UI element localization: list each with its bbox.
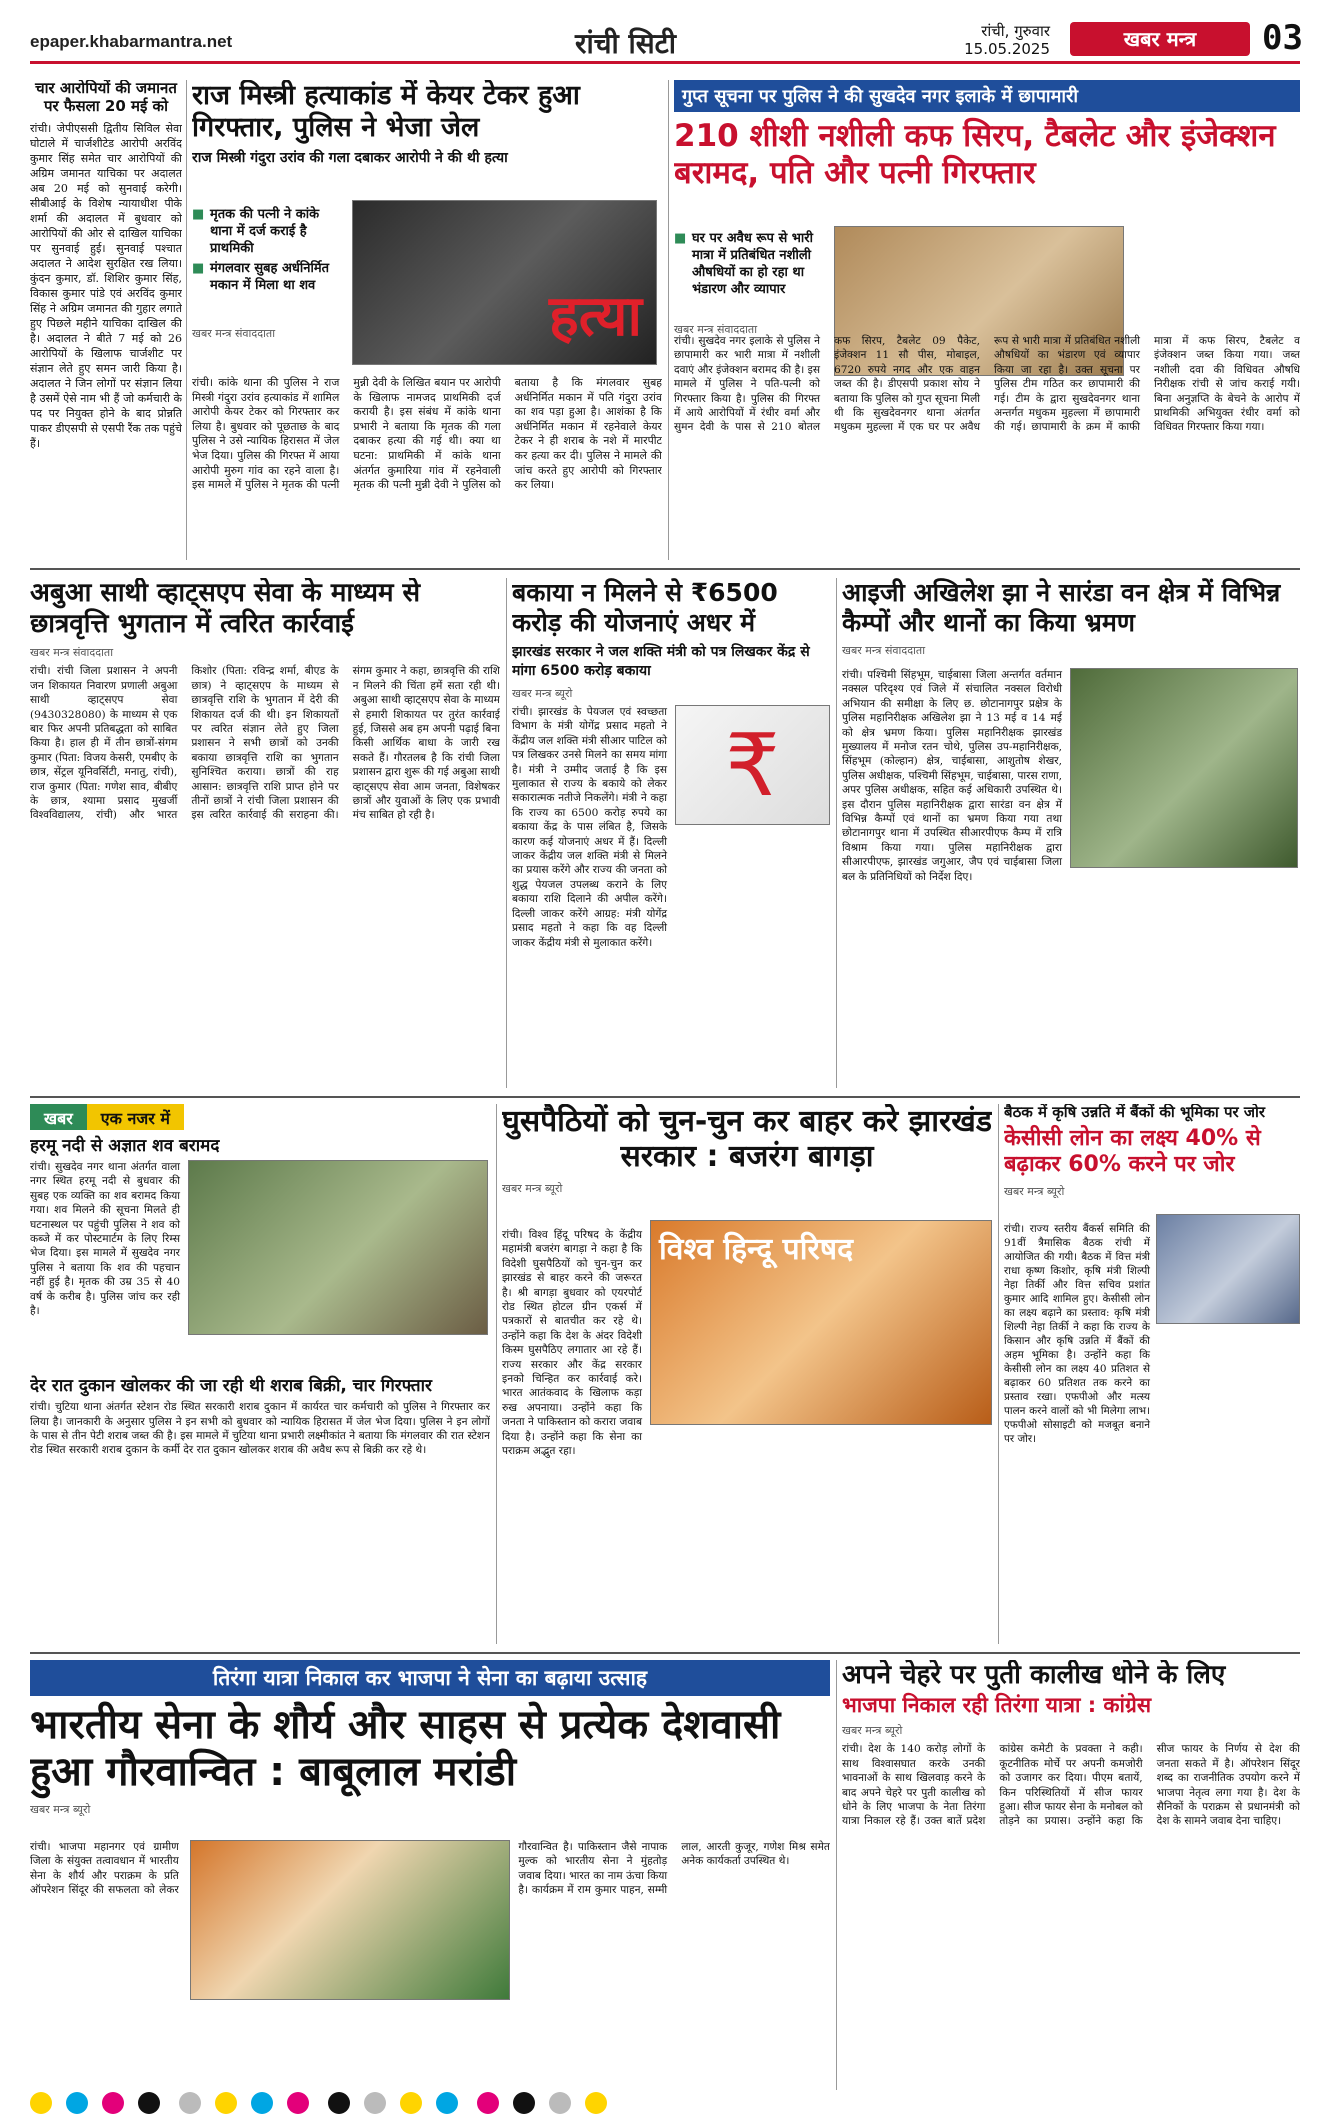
vhp-banner-text: विश्व हिन्दू परिषद bbox=[659, 1232, 854, 1267]
headline: आइजी अखिलेश झा ने सारंडा वन क्षेत्र में विभिन्न कैम्पों और थानों का किया भ्रमण bbox=[842, 578, 1281, 637]
byline: खबर मन्त्र ब्यूरो bbox=[30, 1803, 91, 1817]
briefs-label: खबर bbox=[30, 1104, 87, 1130]
murder-photo bbox=[352, 200, 657, 365]
byline: खबर मन्त्र संवाददाता bbox=[30, 646, 114, 660]
page-number: 03 bbox=[1262, 18, 1303, 58]
highlight-item: ■ मृतक की पत्नी ने कांके थाना में दर्ज कराई है प्राथमिकी bbox=[192, 206, 342, 257]
byline: खबर मन्त्र ब्यूरो bbox=[842, 1724, 903, 1738]
byline: खबर मन्त्र संवाददाता bbox=[192, 327, 276, 340]
headline: भारतीय सेना के शौर्य और साहस से प्रत्येक देशवासी हुआ गौरवान्वित : बाबूलाल मरांडी bbox=[30, 1702, 781, 1796]
rally-photo bbox=[190, 1840, 510, 2000]
epaper-url-link[interactable]: epaper.khabarmantra.net bbox=[30, 32, 233, 51]
masthead bbox=[30, 18, 1303, 64]
briefs-label-secondary: एक नजर में bbox=[87, 1104, 184, 1130]
article-body: रांची। राज्य स्तरीय बैंकर्स समिति की 91वीं त्रैमासिक बैठक रांची में आयोजित की गयी। बैठक में वित्त मंत्री राधा कृष्ण किशोर, कृषि मंत्री शिल्पी नेहा तिर्की और वित्त सचिव प्रशांत कुमार आदि शामिल हुए। केसीसी लोन का लक्ष्य बढ़ाने का प्रस्ताव: कृषि मंत्री शिल्पी नेहा तिर्की ने कहा कि राज्य के किसान और कृषि उन्नति में बैंकों की अहम भूमिका है। उन्होंने कहा कि केसीसी लोन का लक्ष्य 40 प्रतिशत से बढ़ाकर 60 प्रतिशत तक करने का प्रस्ताव रखा। एफपीओ और मत्स्य पालन करने वालों को भी मिलेगा लाभ। एफपीओ सोसाइटी को मजबूत बनाने पर जोर। bbox=[1004, 1223, 1150, 1445]
rupee-icon: ₹ bbox=[725, 716, 780, 816]
river-photo bbox=[188, 1160, 488, 1335]
press-conference-photo bbox=[650, 1220, 992, 1425]
article-body: रांची। भाजपा महानगर एवं ग्रामीण जिला के संयुक्त तत्वावधान में भारतीय सेना के शौर्य और पराक्रम के प्रति ऑपरेशन सिंदूर की सफलता को लेकर गौरवान्वित है। पाकिस्तान जैसे नापाक मुल्क को भारतीय सेना ने मुंहतोड़ जवाब दिया। भारत का नाम ऊंचा किया है। कार्यक्रम में राम कुमार पाहन, सम्मी लाल, आरती कुजूर, गणेश मिश्र समेत अनेक कार्यकर्ता उपस्थित थे। bbox=[30, 1841, 830, 1897]
edition-date bbox=[930, 22, 1050, 58]
highlights-box bbox=[674, 230, 824, 301]
ig-visit-photo bbox=[1070, 668, 1298, 868]
rupee-graphic bbox=[675, 705, 830, 825]
byline: खबर मन्त्र ब्यूरो bbox=[512, 687, 573, 700]
highlight-item: ■ घर पर अवैध रूप से भारी मात्रा में प्रतिबंधित नशीली औषधियों का हो रहा था भंडारण और व्यापार bbox=[674, 230, 824, 298]
article-ig-saranda-visit bbox=[842, 578, 1300, 1088]
edition-place-day: रांची, गुरुवार bbox=[981, 22, 1050, 40]
article-body: रांची। कांके थाना की पुलिस ने राज मिस्त्री गंदुरा उरांव हत्याकांड में शामिल आरोपी केयर टेकर को गिरफ्तार कर लिया है। बुधवार को पूछताछ के बाद पुलिस ने उसे न्यायिक हिरासत में जेल भेज दिया। पुलिस की गिरफ्त में आया आरोपी मुरुग गांव का रहने वाला है। इस मामले में पुलिस ने मृतक की पत्नी मुन्नी देवी के लिखित बयान पर आरोपी के खिलाफ नामजद प्राथमिकी दर्ज करायी है। इस संबंध में कांके थाना प्रभारी ने बताया कि मृतक की गला दबाकर हत्या की गई थी। क्या था घटना: प्राथमिकी में कांके थाना अंतर्गत कुमारिया गांव में रहनेवाली मृतक की पत्नी मुन्नी देवी ने पुलिस को बताया है कि मंगलवार सुबह अर्धनिर्मित मकान में पति गंदुरा उरांव का शव पड़ा हुआ है। आशंका है कि अर्धनिर्मित मकान में रहनेवाले केयर टेकर ने ही शराब के नशे में मारपीट कर हत्या कर दी। पुलिस ने मामले की जांच करते हुए आरोपी को गिरफ्तार कर लिया। bbox=[192, 376, 662, 492]
headline: बकाया न मिलने से ₹6500 करोड़ की योजनाएं अधर में bbox=[512, 578, 778, 637]
highlights-box bbox=[192, 206, 342, 297]
headline: राज मिस्त्री हत्याकांड में केयर टेकर हुआ गिरफ्तार, पुलिस ने भेजा जेल bbox=[192, 80, 580, 143]
subheadline: राज मिस्त्री गंदुरा उरांव की गला दबाकर आरोपी ने की थी हत्या bbox=[192, 149, 508, 166]
byline: खबर मन्त्र ब्यूरो bbox=[502, 1181, 563, 1195]
article-body: रांची। रांची जिला प्रशासन ने अपनी जन शिकायत निवारण प्रणाली अबुआ साथी व्हाट्सएप सेवा (9430328080) के माध्यम से एक बार फिर अपनी प्रतिबद्धता को साबित किया है। हाल ही में तीन छात्रों-संगम कुमार (पिता: विजय केसरी, एमबीए के छात्र, सेंट्रल यूनिवर्सिटी, मनातु, रांची), राज कुमार (पिता: गणेश साव, बीबीए के छात्र, श्यामा प्रसाद मुखर्जी विश्वविद्यालय, रांची) और भारत किशोर (पिता: रविन्द्र शर्मा, बीएड के छात्र) ने व्हाट्सएप के माध्यम से छात्रवृत्ति राशि के भुगतान में देरी की शिकायत दर्ज की थी। इन शिकायतों पर त्वरित संज्ञान लेते हुए जिला प्रशासन ने सभी छात्रों को उनकी बकाया छात्रवृत्ति राशि का भुगतान सुनिश्चित कराया। छात्रों की राह आसान: छात्रवृत्ति राशि प्राप्त होने पर तीनों छात्रों ने रांची जिला प्रशासन की इस त्वरित कार्रवाई की सराहना की। संगम कुमार ने कहा, छात्रवृत्ति की राशि न मिलने की चिंता हमें सता रही थी। अबुआ साथी व्हाट्सएप सेवा के माध्यम से हमारी शिकायत पर तुरंत कार्रवाई हुई, जिससे अब हम अपनी पढ़ाई बिना किसी आर्थिक बाधा के जारी रख सकते हैं। गौरतलब है कि रांची जिला प्रशासन द्वारा शुरू की गई अबुआ साथी व्हाट्सएप सेवा आम जनता, विशेषकर छात्रों और युवाओं के लिए एक प्रभावी मंच साबित हो रही है। bbox=[30, 665, 500, 822]
headline: चार आरोपियों की जमानत पर फैसला 20 मई को bbox=[35, 80, 177, 115]
print-registration-marks bbox=[30, 2092, 1300, 2114]
headline: घुसपैठियों को चुन-चुन कर बाहर करे झारखंड सरकार : बजरंग बागड़ा bbox=[502, 1104, 992, 1175]
edition-date-value: 15.05.2025 bbox=[964, 40, 1050, 58]
kicker-banner: तिरंगा यात्रा निकाल कर भाजपा ने सेना का बढ़ाया उत्साह bbox=[30, 1660, 830, 1696]
byline: खबर मन्त्र संवाददाता bbox=[842, 644, 926, 657]
headline: 210 शीशी नशीली कफ सिरप, टैबलेट और इंजेक्शन बरामद, पति और पत्नी गिरफ्तार bbox=[674, 118, 1276, 191]
kicker-banner: गुप्त सूचना पर पुलिस ने की सुखदेव नगर इलाके में छापामारी bbox=[674, 80, 1300, 112]
article-body-2: रांची। चुटिया थाना अंतर्गत स्टेशन रोड स्थित सरकारी शराब दुकान में कार्यरत चार कर्मचारी को पुलिस ने गिरफ्तार कर लिया है। जानकारी के अनुसार पुलिस ने इन सभी को बुधवार को न्यायिक हिरासत में जेल भेज दिया। पुलिस ने इन लोगों के पास से तीन पेटी शराब जब्त की है। इस मामले में चुटिया थाना प्रभारी लक्ष्मीकांत ने बताया कि मंगलवार की रात स्टेशन रोड स्थित सरकारी शराब दुकान के कर्मी देर रात दुकान खोलकर शराब की अवैध रूप से बिक्री कर रहे थे। bbox=[30, 1401, 490, 1457]
headline: बैठक में कृषि उन्नति में बैंकों की भूमिका पर जोर bbox=[1004, 1104, 1266, 1121]
article-body: रांची। विश्व हिंदू परिषद के केंद्रीय महामंत्री बजरंग बागड़ा ने कहा है कि विदेशी घुसपैठियों को चुन-चुन कर झारखंड से बाहर करने की जरूरत है। श्री बागड़ा बुधवार को एयरपोर्ट रोड स्थित होटल ग्रीन एकर्स में पत्रकारों से बातचीत कर रहे थे। उन्होंने कहा कि देश के अंदर विदेशी किस्म घुसपैठिए लगातार आ रहे हैं। राज्य सरकार और केंद्र सरकार इनको चिन्हित कर कार्रवाई करे। भारत आतंकवाद के खिलाफ कड़ा रुख अपनाया। उन्होंने कहा कि जनता ने पाकिस्तान को करारा जवाब दिया है। उन्होंने कहा कि सेना का पराक्रम अद्भुत रहा। bbox=[502, 1229, 642, 1458]
article-mason-murder bbox=[192, 80, 662, 560]
article-body: रांची। सुखदेव नगर इलाके से पुलिस ने छापामारी कर भारी मात्रा में नशीली दवाएं और इंजेक्शन बरामद की है। इस मामले में पुलिस ने पति-पत्नी को गिरफ्तार किया है। पुलिस की गिरफ्त में आये आरोपियों में रंधीर वर्मा और सुमन देवी के पास से 210 बोतल कफ सिरप, टैबलेट 09 पैकेट, इंजेक्शन 11 सौ पीस, मोबाइल, 6720 रुपये नगद और एक वाहन जब्त की है। डीएसपी प्रकाश सोय ने बताया कि पुलिस को गुप्त सूचना मिली थी कि सुखदेवनगर थाना अंतर्गत मधुकम मुहल्ला में एक घर पर अवैध रूप से भारी मात्रा में प्रतिबंधित नशीली औषधियों का भंडारण एवं व्यापार किया जा रहा है। उक्त सूचना पर पुलिस टीम गठित कर छापामारी की गई। टीम के द्वारा सुखदेवनगर थाना अन्तर्गत मधुकम मुहल्ला में छापामारी की गई। छापामारी के क्रम में काफी मात्रा में कफ सिरप, टैबलेट व इंजेक्शन जब्त किया गया। जब्त नशीली दवा की विधिवत औषधि निरीक्षक रांची से जांच कराई गयी। बिना अनुज्ञप्ति के बेचने के आरोप में प्राथमिकी अभियुक्त रंधीर वर्मा को विधिवत गिरफ्तार किया गया। bbox=[674, 335, 1300, 434]
photo-caption-word: हत्या bbox=[549, 284, 642, 349]
article-body: रांची। झारखंड के पेयजल एवं स्वच्छता विभाग के मंत्री योगेंद्र प्रसाद महतो ने केंद्रीय जल शक्ति मंत्री सीआर पाटिल को पत्र लिखकर उनसे मिलने का समय मांगा है। मंत्री ने उम्मीद जताई है कि इस मुलाकात से राज्य के बकाये को लेकर सकारात्मक नतीजे निकलेंगे। मंत्री ने कहा कि राज्य का 6500 करोड़ रुपये का बकाया केंद्र के पास लंबित है, जिसके कारण कई योजनाएं अधर में हैं। दिल्ली जाकर केंद्रीय जल शक्ति मंत्री से मिलने का प्रयास करेंगे और राज्य की जनता को शुद्ध पेयजल उपलब्ध कराने के लिए बकाया राशि दिलाने की अपील करेंगे। दिल्ली जाकर करेंगे आग्रह: मंत्री योगेंद्र प्रसाद महतो ने कहा कि वह दिल्ली जाकर केंद्रीय मंत्री से मुलाकात करेंगे। bbox=[512, 706, 667, 949]
newspaper-logo: खबर मन्त्र bbox=[1070, 22, 1250, 56]
section-title: रांची सिटी bbox=[575, 27, 677, 60]
byline: खबर मन्त्र संवाददाता bbox=[674, 323, 758, 336]
article-news-briefs bbox=[30, 1104, 490, 1644]
headline: अबुआ साथी व्हाट्सएप सेवा के माध्यम से छात्रवृत्ति भुगतान में त्वरित कार्रवाई bbox=[30, 578, 421, 639]
article-body: रांची। जेपीएससी द्वितीय सिविल सेवा घोटाले में चार्जशीटेड आरोपी अरविंद कुमार सिंह समेत चार आरोपियों की अग्रिम जमानत याचिका पर अदालत अब 20 मई को सुनवाई करेगी। सीबीआई के विशेष न्यायाधीश पीके शर्मा की अदालत में बुधवार को आरोपियों की ओर से दाखिल याचिका पर सुनवाई हुई। सुनवाई पश्चात अदालत ने आदेश सुरक्षित रख लिया। कुंदन कुमार, डॉ. शिशिर कुमार सिंह, विकास कुमार पांडे एवं अरविंद कुमार सिंह ने अग्रिम जमानत की गुहार लगाते हुए पिछले महीने याचिका दाखिल की है। अदालत ने बीते 7 मई को 26 आरोपियों के खिलाफ चार्जशीट पर संज्ञान लेते हुए समन जारी किया है। अदालत ने जिन लोगों पर संज्ञान लिया है उसमें ऐसे नाम भी हैं जो कर्मचारी के पद पर नियुक्त होने के बाद प्रोन्नति पाकर डीएसपी से एसपी रैंक तक पहुंचे हैं। bbox=[30, 122, 182, 451]
article-bankers-meeting bbox=[1004, 1104, 1300, 1644]
article-body: रांची। पश्चिमी सिंहभूम, चाईबासा जिला अन्तर्गत वर्तमान नक्सल परिदृश्य एवं जिले में संचालित नक्सल विरोधी अभियान की समीक्षा के लिए छ. छोटानागपुर प्रक्षेत्र के पुलिस महानिरीक्षक अखिलेश झा ने 13 मई व 14 मई को क्षेत्र भ्रमण किया। पुलिस महानिरीक्षक झारखंड मुख्यालय में मनोज रतन चोथे, पुलिस उप-महानिरीक्षक, सिंहभूम (कोल्हान) क्षेत्र, चाईबासा, आशुतोष शेखर, पुलिस अधीक्षक, पश्चिमी सिंहभूम, चाईबासा, पारस राणा, अपर पुलिस अधीक्षक, सहित कई अधिकारी उपस्थित थे। इस दौरान पुलिस महानिरीक्षक द्वारा सारंडा वन क्षेत्र में विभिन्न कैम्पों एवं थानों का भ्रमण किया गया तथा छोटानागपुर थाना में उपस्थित सीआरपीएफ कैम्प में रात्रि विश्राम किया गया। पुलिस महानिरीक्षक द्वारा सीआरपीएफ, झारखंड जगुआर, जैप एवं चाईबासा जिला बल के प्रतिनिधियों को निर्देश दिए। bbox=[842, 669, 1062, 883]
headline-2: भाजपा निकाल रही तिरंगा यात्रा : कांग्रेस bbox=[842, 1692, 1152, 1717]
article-bail-hearing bbox=[30, 80, 182, 560]
bankers-photo bbox=[1156, 1214, 1300, 1324]
highlight-item: ■ मंगलवार सुबह अर्धनिर्मित मकान में मिला था शव bbox=[192, 260, 342, 294]
headline-2: केसीसी लोन का लक्ष्य 40% से बढ़ाकर 60% करने पर जोर bbox=[1004, 1125, 1261, 1177]
article-drug-raid bbox=[674, 80, 1300, 560]
headline: हरमू नदी से अज्ञात शव बरामद bbox=[30, 1136, 220, 1156]
article-body: रांची। सुखदेव नगर थाना अंतर्गत वाला नगर स्थित हरमू नदी से बुधवार की सुबह एक व्यक्ति का शव बरामद किया गया। शव मिलने की सूचना मिलते ही घटनास्थल पर पहुंची पुलिस ने शव को कब्जे में कर पोस्टमार्टम के लिए रिम्स भेज दिया। इस मामले में सुखदेव नगर पुलिस ने बताया कि शव की पहचान नहीं हुई है। मृतक की उम्र 35 से 40 वर्ष के करीब है। पुलिस जांच कर रही है। bbox=[30, 1161, 180, 1318]
article-bjp-tiranga-yatra bbox=[30, 1660, 830, 2090]
headline-2: देर रात दुकान खोलकर की जा रही थी शराब बिक्री, चार गिरफ्तार bbox=[30, 1376, 432, 1397]
article-vhp-infiltrators bbox=[502, 1104, 992, 1644]
headline: अपने चेहरे पर पुती कालीख धोने के लिए bbox=[842, 1660, 1226, 1690]
article-abua-sathi bbox=[30, 578, 500, 1088]
subheadline: झारखंड सरकार ने जल शक्ति मंत्री को पत्र लिखकर केंद्र से मांगा 6500 करोड़ बकाया bbox=[512, 644, 810, 679]
article-congress-reaction bbox=[842, 1660, 1300, 2090]
byline: खबर मन्त्र ब्यूरो bbox=[1004, 1184, 1065, 1198]
article-body: रांची। देश के 140 करोड़ लोगों के साथ विश्वासघात करके उनकी भावनाओं के साथ खिलवाड़ करने के बाद अपने चेहरे पर पुती कालीख को धोने के लिए भाजपा के नेता तिरंगा यात्रा निकाल रहे हैं। उक्त बातें प्रदेश कांग्रेस कमेटी के प्रवक्ता ने कही। कूटनीतिक मोर्चे पर अपनी कमजोरी को उजागर कर दिया। पीएम बतायें, किन परिस्थितियों में सीज फायर हुआ। सीज फायर सेना के मनोबल को तोड़ने का प्रयास। उन्होंने कहा कि सीज फायर के निर्णय से देश की जनता सकते में है। ऑपरेशन सिंदूर शब्द का राजनीतिक उपयोग करने में भाजपा नेतृत्व लगा गया है। देश के सैनिकों के पराक्रम से प्रधानमंत्री को देश के सामने जवाब देना चाहिए। bbox=[842, 1743, 1300, 1828]
article-6500-crore bbox=[512, 578, 830, 1088]
